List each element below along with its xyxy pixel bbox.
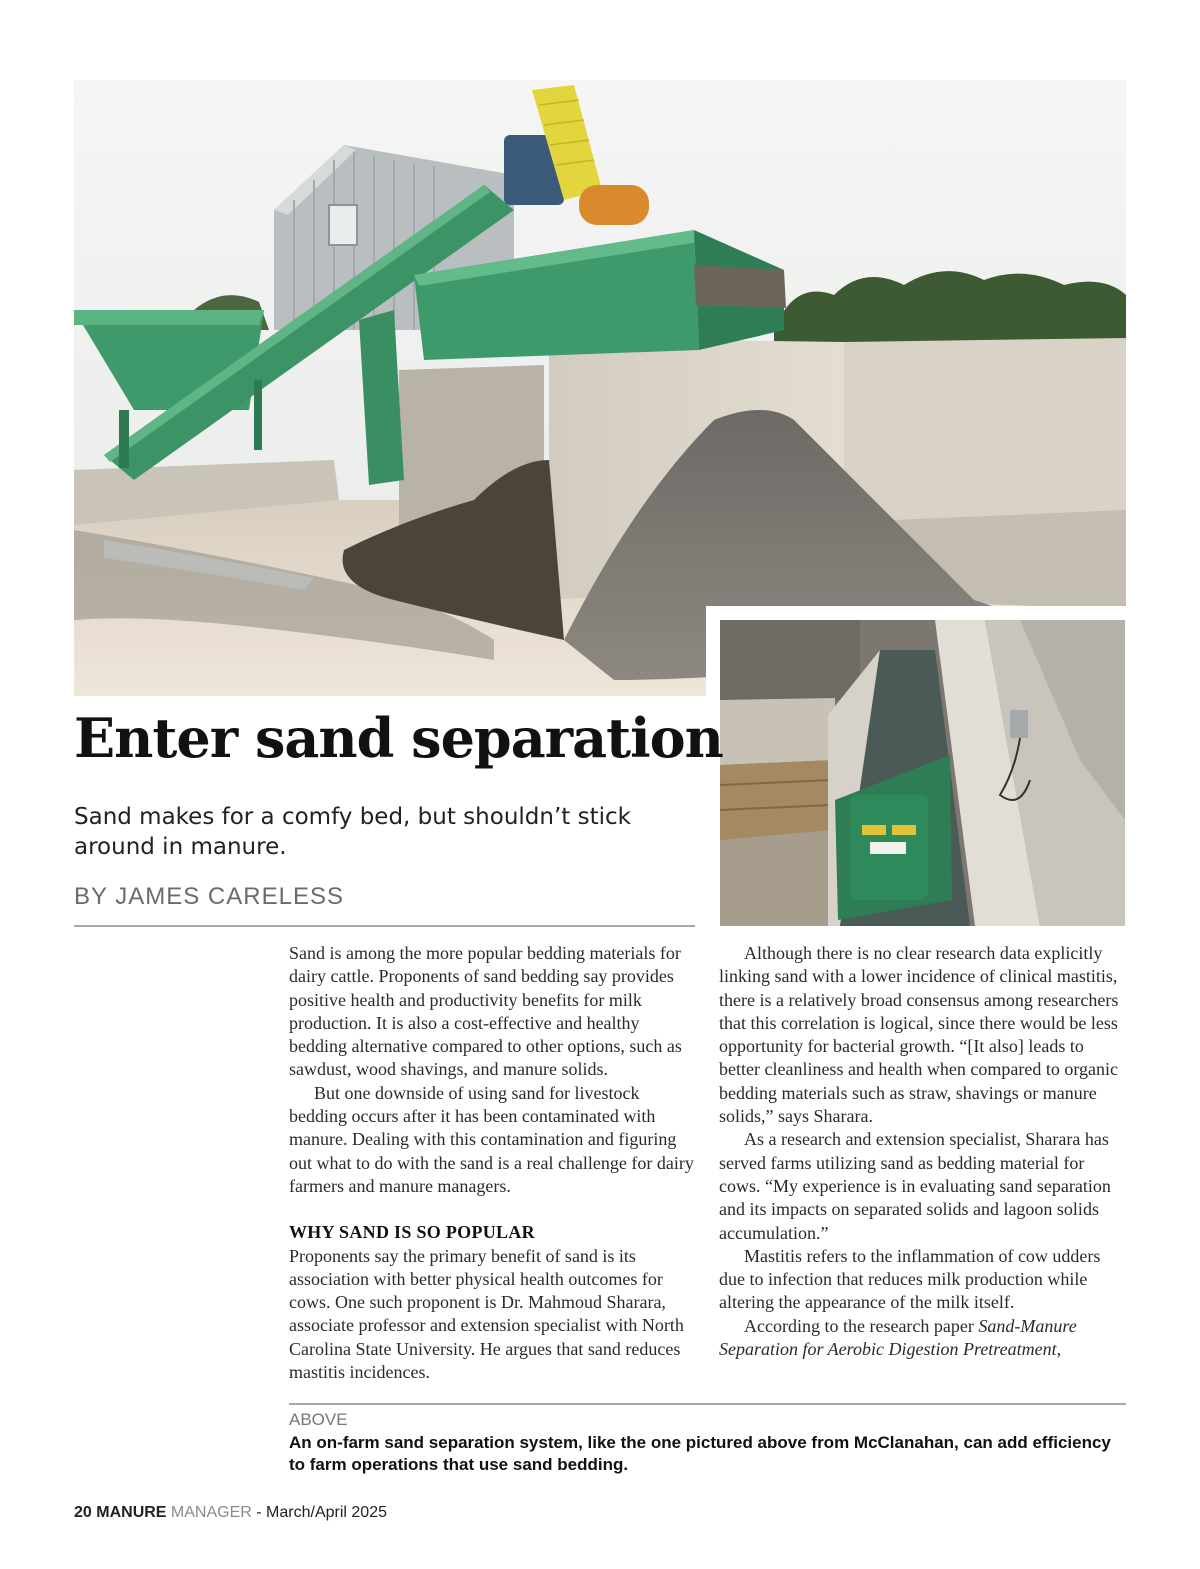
paragraph-lead: According to the research paper: [744, 1315, 979, 1336]
magazine-name-bold: MANURE: [96, 1504, 167, 1521]
body-column-1: [289, 942, 699, 1384]
article-deck: Sand makes for a comfy bed, but shouldn’t stick around in manure.: [74, 804, 631, 860]
caption-label: ABOVE: [289, 1410, 348, 1429]
paragraph: Mastitis refers to the inflammation of cow udders due to infection that reduces milk production while altering the appearance of the milk itself.: [719, 1245, 1101, 1313]
main-photo: [74, 80, 1126, 696]
section-subhead: WHY SAND IS SO POPULAR: [289, 1222, 535, 1243]
paper-title: Sand-Manure Separation for Aerobic Digestion Pretreatment: [719, 1315, 1077, 1360]
page-footer: [74, 1504, 387, 1522]
article-headline: Enter sand separation: [74, 706, 723, 770]
caption-divider: [289, 1403, 1126, 1405]
paragraph: Although there is no clear research data explicitly linking sand with a lower incidence of clinical mastitis, there is a relatively broad consensus among researchers that this correlation is logical, since there would be less opportunity for bacterial growth. “[It also] leads to better cleanliness and health when compared to organic bedding materials such as straw, shavings or manure solids,” says Sharara.: [719, 943, 1119, 1127]
inset-photo: [720, 620, 1125, 926]
page-number: 20: [74, 1504, 92, 1521]
body-column-2: [719, 942, 1129, 1361]
paragraph: But one downside of using sand for livestock bedding occurs after it has been contaminated with manure. Dealing with this contamination and figuring out what to do with the sand is a real challenge for dairy farmers and manure managers.: [289, 1082, 694, 1196]
issue-date: - March/April 2025: [256, 1504, 387, 1521]
byline-divider: [74, 925, 695, 927]
caption-text: An on-farm sand separation system, like the one pictured above from McClanahan, can add efficiency to farm operations that use sand bedding.: [289, 1433, 1111, 1474]
paragraph: Sand is among the more popular bedding materials for dairy cattle. Proponents of sand bedding say provides positive health and productivity benefits for milk production. It is also a cost-effective and healthy bedding alternative compared to other options, such as sawdust, wood shavings, and manure solids.: [289, 943, 682, 1080]
article-byline: BY JAMES CARELESS: [74, 883, 344, 910]
paragraph: Proponents say the primary benefit of sand is its association with better physical health outcomes for cows. One such proponent is Dr. Mahmoud Sharara, associate professor and extension specialist with North Carolina State University. He argues that sand reduces mastitis incidences.: [289, 1245, 684, 1383]
paragraph-tail: ,: [1056, 1339, 1062, 1360]
paragraph: [719, 1315, 1129, 1362]
magazine-name-light: MANAGER: [170, 1504, 252, 1521]
paragraph: As a research and extension specialist, Sharara has served farms utilizing sand as bedding material for cows. “My experience is in evaluating sand separation and its impacts on separated solids and lagoon solids accumulation.”: [719, 1129, 1111, 1243]
